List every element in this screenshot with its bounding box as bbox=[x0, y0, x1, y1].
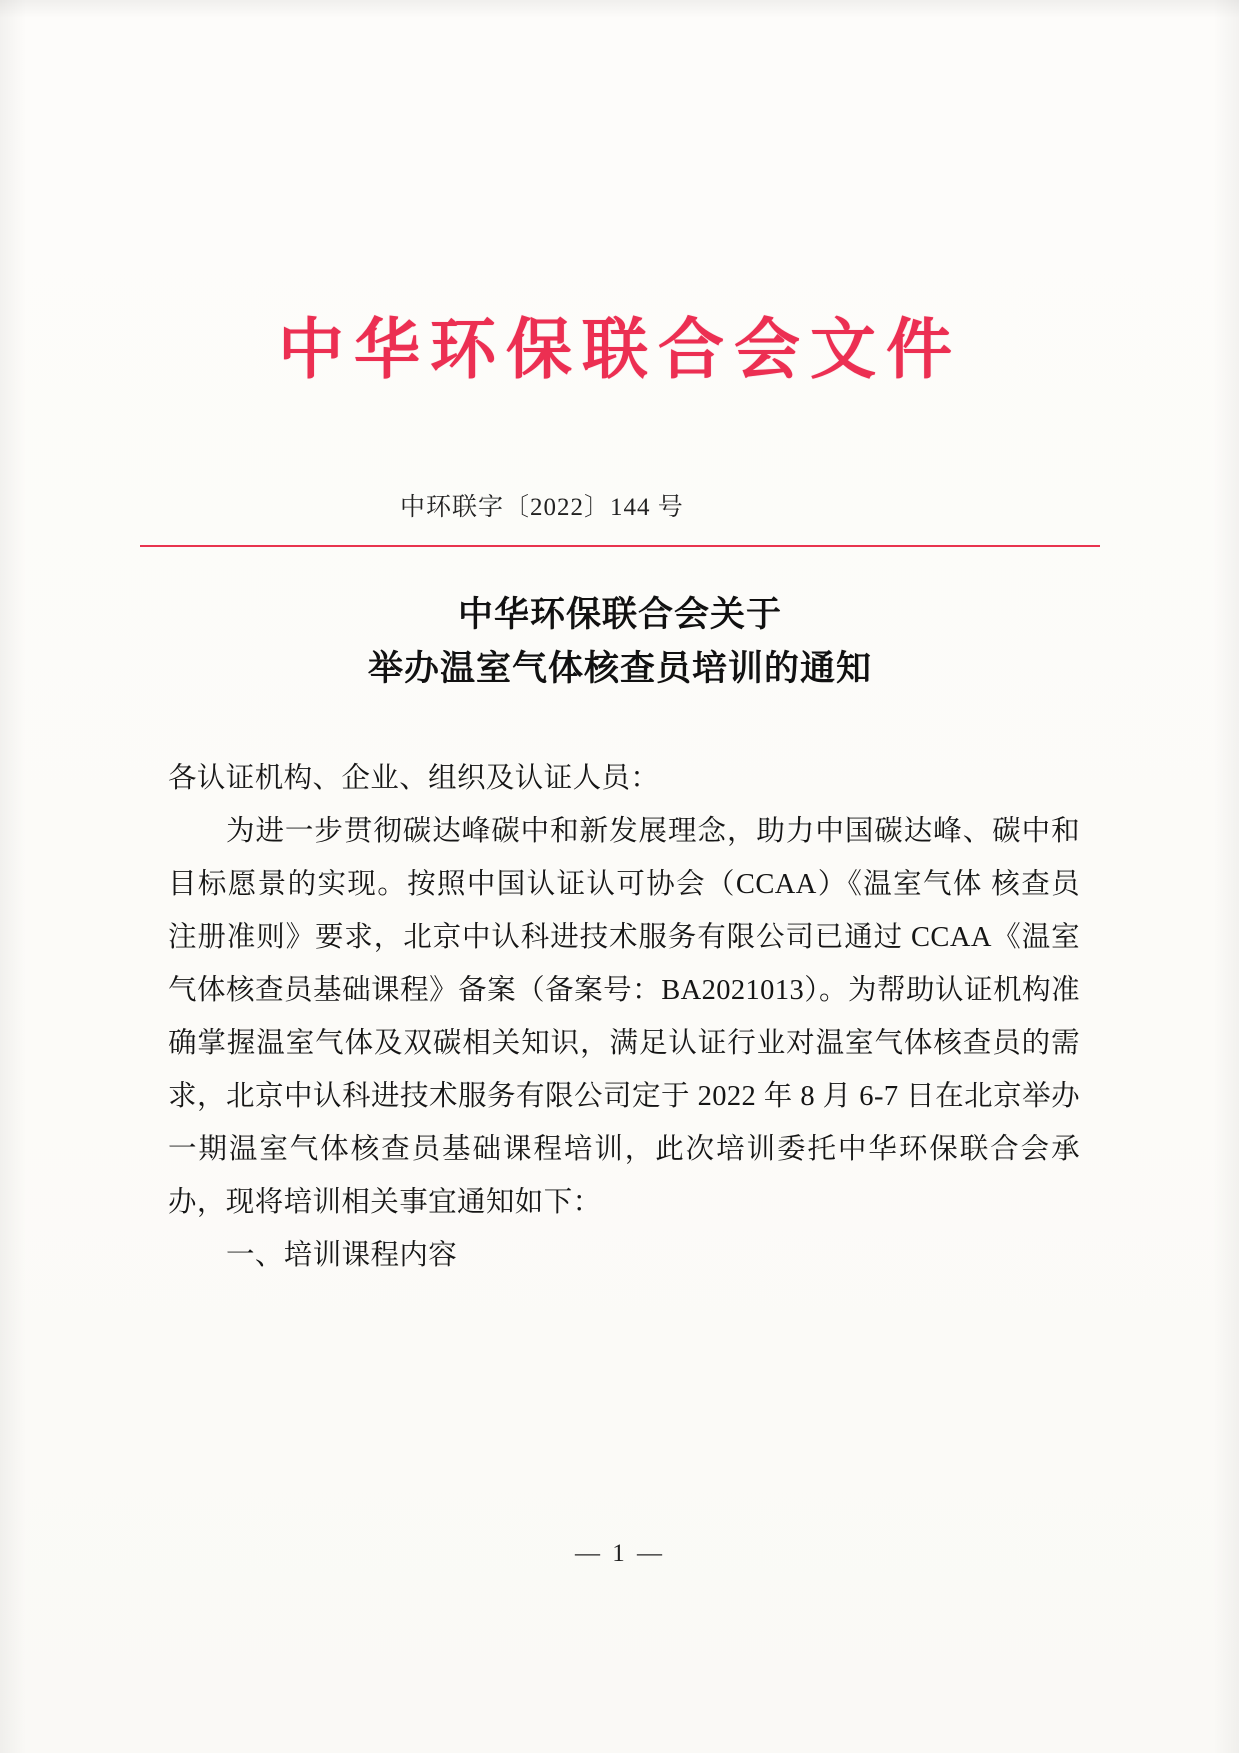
salutation-paragraph: 各认证机构、企业、组织及认证人员： bbox=[168, 763, 660, 794]
document-masthead-title: 中华环保联合会文件 bbox=[278, 314, 962, 387]
document-body bbox=[168, 752, 1080, 1282]
document-serial-number: 中环联字〔2022〕144 号 bbox=[400, 494, 684, 521]
page-number-footer: — 1 — bbox=[575, 1540, 665, 1567]
red-divider-rule bbox=[140, 545, 1100, 547]
section-heading-1: 一、培训课程内容 bbox=[226, 1240, 458, 1271]
document-title bbox=[150, 588, 1090, 697]
body-paragraph-1: 为进一步贯彻碳达峰碳中和新发展理念，助力中国碳达峰、碳中和目标愿景的实现。按照中国认证认可协会（CCAA）《温室气体 核查员注册准则》要求，北京中认科进技术服务有限公司已通过 CCAA《温室气体核查员基础课程》备案（备案号：BA2021013）。为帮助认证机构准确掌握温室气体及双碳相关知识，满足认证行业对温室气体核查员的需求，北京中认科进技术服务有限公司定于 2022 年 8 月 6-7 日在北京举办一期温室气体核查员基础课程培训，此次培训委托中华环保联合会承办，现将培训相关事宜通知如下： bbox=[168, 816, 1080, 1218]
document-title-line-2: 举办温室气体核查员培训的通知 bbox=[367, 649, 872, 689]
document-content bbox=[150, 0, 1090, 1753]
document-title-line-1: 中华环保联合会关于 bbox=[457, 595, 782, 634]
